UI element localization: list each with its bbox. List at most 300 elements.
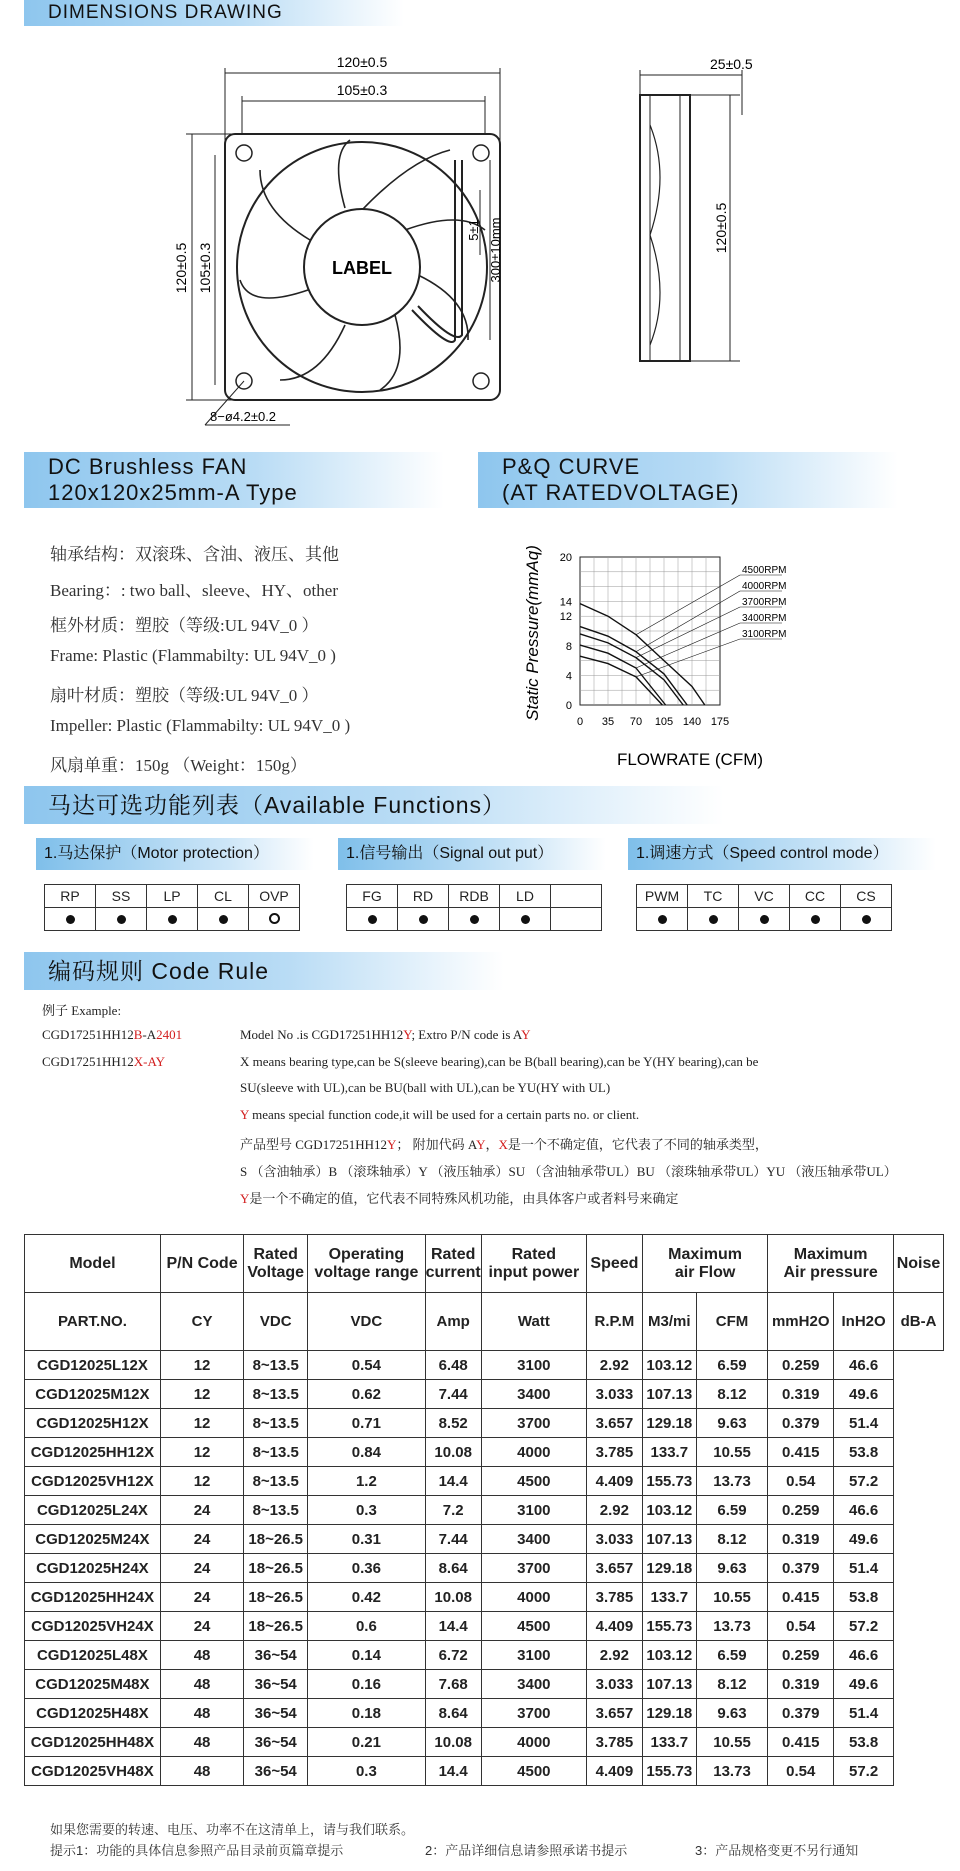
pq-legend-label: 3400RPM: [742, 613, 787, 624]
table-cell: 49.6: [834, 1670, 894, 1699]
pq-ytick-label: 4: [565, 670, 572, 683]
table-cell: 51.4: [834, 1699, 894, 1728]
pq-legend-label: 3100RPM: [742, 629, 787, 640]
table-cell: 8~13.5: [244, 1467, 308, 1496]
header-rated-current: Rated current: [425, 1235, 481, 1293]
table-cell: 0.36: [308, 1554, 425, 1583]
table-cell: 53.8: [834, 1438, 894, 1467]
y-meaning: Y means special function code,it will be used for a certain parts no. or client.: [240, 1107, 640, 1122]
function-option-mark-2-1: [688, 908, 739, 931]
table-cell: 36~54: [244, 1699, 308, 1728]
table-cell: 57.2: [834, 1757, 894, 1786]
table-cell: 18~26.5: [244, 1612, 308, 1641]
table-cell: 0.71: [308, 1409, 425, 1438]
pq-line2: (AT RATEDVOLTAGE): [502, 480, 740, 505]
part-number-cell: CGD12025HH48X: [25, 1728, 161, 1757]
header-speed: Speed: [586, 1235, 642, 1293]
unit-amp: Amp: [425, 1293, 481, 1351]
table-cell: 103.12: [642, 1496, 696, 1525]
table-cell: 48: [160, 1699, 243, 1728]
table-row: [25, 1728, 944, 1757]
spec-frame-cn: 框外材质：塑胶（等级:UL 94V_0 ）: [50, 616, 319, 635]
table-cell: 133.7: [642, 1728, 696, 1757]
table-cell: 107.13: [642, 1670, 696, 1699]
pq-xlabel: FLOWRATE (CFM): [616, 750, 764, 769]
table-cell: 8~13.5: [244, 1496, 308, 1525]
table-row: [25, 1554, 944, 1583]
unit-vdc-rated: VDC: [244, 1293, 308, 1351]
function-group-title-2: 1.调速方式（Speed control mode）: [628, 838, 936, 870]
function-option-0-4: OVP: [249, 885, 300, 908]
header-pn-code: P/N Code: [160, 1235, 243, 1293]
table-cell: 8.64: [425, 1554, 481, 1583]
pq-banner: [478, 452, 898, 508]
table-cell: 0.259: [768, 1641, 834, 1670]
function-group-table-1: [346, 884, 602, 931]
table-cell: 3.785: [586, 1438, 642, 1467]
wire-strip-label: 5±1: [466, 219, 481, 241]
part-number-cell: CGD12025HH24X: [25, 1583, 161, 1612]
table-cell: 0.415: [768, 1438, 834, 1467]
function-option-mark-0-3: [198, 908, 249, 931]
function-option-mark-1-4: [551, 908, 602, 931]
table-cell: 18~26.5: [244, 1583, 308, 1612]
dot-marker-icon: [419, 915, 428, 924]
table-cell: 0.319: [768, 1670, 834, 1699]
table-cell: 4.409: [586, 1757, 642, 1786]
table-cell: 46.6: [834, 1351, 894, 1380]
pq-xtick-label: 105: [654, 716, 674, 728]
table-cell: 48: [160, 1641, 243, 1670]
functions-banner: [24, 786, 724, 824]
x-meaning-line2: SU(sleeve with UL),can be BU(ball with UL),can be YU(HY with UL): [240, 1080, 611, 1095]
unit-rpm: R.P.M: [586, 1293, 642, 1351]
pq-xtick-label: 175: [710, 716, 730, 728]
pq-legend-label: 4000RPM: [742, 581, 787, 592]
unit-cfm: CFM: [696, 1293, 768, 1351]
function-group-title-0: 1.马达保护（Motor protection）: [36, 838, 314, 870]
part-number-cell: CGD12025M48X: [25, 1670, 161, 1699]
table-cell: 46.6: [834, 1496, 894, 1525]
table-cell: 12: [160, 1351, 243, 1380]
table-cell: 107.13: [642, 1380, 696, 1409]
spec-bearing-en: Bearing：: two ball、sleeve、HY、other: [50, 581, 338, 600]
example-1-code: CGD17251HH12B-A2401: [42, 1027, 183, 1042]
fan-type-line2: 120x120x25mm-A Type: [48, 480, 298, 505]
table-cell: 12: [160, 1438, 243, 1467]
table-cell: 3700: [481, 1409, 586, 1438]
height-inner-label: 105±0.3: [197, 242, 213, 294]
part-number-cell: CGD12025HH12X: [25, 1438, 161, 1467]
table-cell: 0.3: [308, 1757, 425, 1786]
table-cell: 0.54: [768, 1612, 834, 1641]
header-air-pressure: Maximum Air pressure: [768, 1235, 894, 1293]
footer-note-1: 提示1：功能的具体信息参照产品目录前页篇章提示: [50, 1843, 344, 1858]
table-cell: 8.64: [425, 1699, 481, 1728]
table-header-row-2: [25, 1293, 944, 1351]
table-cell: 24: [160, 1525, 243, 1554]
dot-marker-icon: [760, 915, 769, 924]
table-cell: 53.8: [834, 1728, 894, 1757]
table-row: [25, 1699, 944, 1728]
table-cell: 129.18: [642, 1554, 696, 1583]
table-cell: 48: [160, 1757, 243, 1786]
table-cell: 7.44: [425, 1380, 481, 1409]
unit-inh2o: InH2O: [834, 1293, 894, 1351]
functions-title: 马达可选功能列表（Available Functions）: [48, 792, 507, 818]
pq-ytick-label: 12: [559, 611, 572, 624]
dot-marker-icon: [368, 915, 377, 924]
table-cell: 4500: [481, 1612, 586, 1641]
part-number-cell: CGD12025H12X: [25, 1409, 161, 1438]
table-cell: 3.657: [586, 1554, 642, 1583]
table-cell: 3700: [481, 1554, 586, 1583]
function-option-0-0: RP: [45, 885, 96, 908]
dimensions-banner: [24, 0, 404, 26]
function-group-table-0: [44, 884, 300, 931]
table-cell: 2.92: [586, 1641, 642, 1670]
table-row: [25, 1496, 944, 1525]
table-cell: 36~54: [244, 1670, 308, 1699]
table-cell: 14.4: [425, 1612, 481, 1641]
table-cell: 51.4: [834, 1409, 894, 1438]
table-cell: 6.72: [425, 1641, 481, 1670]
table-cell: 24: [160, 1496, 243, 1525]
table-cell: 18~26.5: [244, 1554, 308, 1583]
table-cell: 4500: [481, 1757, 586, 1786]
table-cell: 0.54: [308, 1351, 425, 1380]
table-cell: 7.68: [425, 1670, 481, 1699]
part-number-cell: CGD12025H24X: [25, 1554, 161, 1583]
table-cell: 0.18: [308, 1699, 425, 1728]
table-cell: 3.033: [586, 1525, 642, 1554]
function-option-1-1: RD: [398, 885, 449, 908]
table-cell: 57.2: [834, 1467, 894, 1496]
table-cell: 49.6: [834, 1380, 894, 1409]
dot-marker-icon: [521, 915, 530, 924]
table-cell: 48: [160, 1728, 243, 1757]
wire-length-label: 300±10mm: [488, 217, 503, 283]
spec-impeller-en: Impeller: Plastic (Flammabilty: UL 94V_0 ): [50, 716, 351, 735]
function-option-mark-2-4: [841, 908, 892, 931]
table-cell: 0.259: [768, 1496, 834, 1525]
table-cell: 0.21: [308, 1728, 425, 1757]
part-number-cell: CGD12025L12X: [25, 1351, 161, 1380]
table-cell: 0.415: [768, 1583, 834, 1612]
function-group-title-1: 1.信号输出（Signal out put）: [338, 838, 606, 870]
table-cell: 24: [160, 1554, 243, 1583]
dimensions-title: DIMENSIONS DRAWING: [48, 2, 283, 23]
function-option-0-1: SS: [96, 885, 147, 908]
pq-curve-chart: [520, 535, 830, 775]
table-cell: 3.657: [586, 1699, 642, 1728]
function-option-mark-2-0: [637, 908, 688, 931]
table-cell: 13.73: [696, 1757, 768, 1786]
cn-bearing-line: S （含油轴承）B （滚珠轴承）Y （液压轴承）SU （含油轴承带UL）BU （滚珠轴承带UL）YU （液压轴承带UL）: [240, 1164, 897, 1179]
spec-bearing-cn: 轴承结构：双滚珠、含油、液压、其他: [50, 545, 339, 564]
spec-weight: 风扇单重：150g （Weight：150g）: [50, 756, 307, 775]
table-row: [25, 1467, 944, 1496]
footer-note-3: 3：产品规格变更不另行通知: [695, 1843, 859, 1858]
table-cell: 36~54: [244, 1641, 308, 1670]
table-cell: 48: [160, 1670, 243, 1699]
function-option-2-1: TC: [688, 885, 739, 908]
function-option-2-2: VC: [739, 885, 790, 908]
dot-marker-icon: [811, 915, 820, 924]
table-row: [25, 1757, 944, 1786]
table-row: [25, 1438, 944, 1467]
dot-marker-icon: [658, 915, 667, 924]
table-cell: 0.54: [768, 1757, 834, 1786]
table-header-row-1: [25, 1235, 944, 1293]
function-option-1-0: FG: [347, 885, 398, 908]
table-cell: 14.4: [425, 1467, 481, 1496]
table-cell: 2.92: [586, 1351, 642, 1380]
function-option-1-3: LD: [500, 885, 551, 908]
table-row: [25, 1583, 944, 1612]
table-cell: 103.12: [642, 1641, 696, 1670]
pn-code-cell: CY: [160, 1293, 243, 1351]
table-cell: 6.59: [696, 1351, 768, 1380]
part-number-cell: CGD12025H48X: [25, 1699, 161, 1728]
table-cell: 3400: [481, 1670, 586, 1699]
table-cell: 10.55: [696, 1583, 768, 1612]
pq-ytick-label: 14: [559, 596, 572, 609]
pq-xtick-label: 70: [629, 716, 643, 728]
table-cell: 51.4: [834, 1554, 894, 1583]
fan-front-drawing: [150, 40, 630, 450]
table-cell: 13.73: [696, 1612, 768, 1641]
table-cell: 9.63: [696, 1554, 768, 1583]
part-number-cell: CGD12025M24X: [25, 1525, 161, 1554]
table-cell: 8.52: [425, 1409, 481, 1438]
table-cell: 0.319: [768, 1525, 834, 1554]
table-row: [25, 1409, 944, 1438]
table-cell: 24: [160, 1612, 243, 1641]
table-cell: 8.12: [696, 1670, 768, 1699]
table-cell: 0.379: [768, 1554, 834, 1583]
table-row: [25, 1670, 944, 1699]
table-row: [25, 1612, 944, 1641]
table-cell: 10.08: [425, 1438, 481, 1467]
function-option-mark-0-4: [249, 908, 300, 931]
table-cell: 10.55: [696, 1438, 768, 1467]
footer-note-2: 2：产品详细信息请参照承诺书提示: [425, 1843, 628, 1858]
table-cell: 3100: [481, 1351, 586, 1380]
pq-ytick-label: 20: [559, 552, 572, 564]
header-rated-voltage: Rated Voltage: [244, 1235, 308, 1293]
header-part-no: PART.NO.: [25, 1293, 161, 1351]
example-1-desc: Model No .is CGD17251HH12Y; Extro P/N code is AY: [240, 1027, 531, 1042]
table-cell: 7.2: [425, 1496, 481, 1525]
unit-m3mi: M3/mi: [642, 1293, 696, 1351]
table-cell: 36~54: [244, 1757, 308, 1786]
table-row: [25, 1351, 944, 1380]
function-option-mark-0-2: [147, 908, 198, 931]
function-option-2-3: CC: [790, 885, 841, 908]
table-cell: 3.785: [586, 1728, 642, 1757]
table-cell: 12: [160, 1380, 243, 1409]
part-number-cell: CGD12025VH48X: [25, 1757, 161, 1786]
table-cell: 133.7: [642, 1438, 696, 1467]
table-cell: 14.4: [425, 1757, 481, 1786]
table-cell: 4.409: [586, 1467, 642, 1496]
code-rule-title: 编码规则 Code Rule: [48, 958, 270, 984]
table-cell: 2.92: [586, 1496, 642, 1525]
part-number-cell: CGD12025L48X: [25, 1641, 161, 1670]
pq-line1: P&Q CURVE: [502, 454, 641, 479]
table-cell: 0.62: [308, 1380, 425, 1409]
table-cell: 3.033: [586, 1670, 642, 1699]
table-cell: 8~13.5: [244, 1351, 308, 1380]
table-row: [25, 1641, 944, 1670]
part-number-cell: CGD12025VH12X: [25, 1467, 161, 1496]
function-option-mark-1-3: [500, 908, 551, 931]
function-option-0-3: CL: [198, 885, 249, 908]
table-cell: 103.12: [642, 1351, 696, 1380]
table-row: [25, 1380, 944, 1409]
table-cell: 9.63: [696, 1409, 768, 1438]
footer-contact: 如果您需要的转速、电压、功率不在这清单上，请与我们联系。: [50, 1822, 415, 1837]
table-cell: 0.42: [308, 1583, 425, 1612]
header-air-flow: Maximum air Flow: [642, 1235, 767, 1293]
ring-marker-icon: [269, 913, 280, 924]
width-inner-label: 105±0.3: [336, 82, 388, 98]
table-cell: 18~26.5: [244, 1525, 308, 1554]
table-cell: 8.12: [696, 1525, 768, 1554]
function-option-1-2: RDB: [449, 885, 500, 908]
dot-marker-icon: [219, 915, 228, 924]
table-cell: 155.73: [642, 1612, 696, 1641]
table-cell: 0.379: [768, 1699, 834, 1728]
pq-legend-label: 3700RPM: [742, 597, 787, 608]
table-cell: 0.259: [768, 1351, 834, 1380]
table-cell: 4500: [481, 1467, 586, 1496]
table-cell: 6.59: [696, 1496, 768, 1525]
side-height-label: 120±0.5: [713, 202, 729, 254]
table-cell: 6.48: [425, 1351, 481, 1380]
x-meaning-line1: X means bearing type,can be S(sleeve bearing),can be B(ball bearing),can be Y(HY bearing),can be: [240, 1054, 759, 1069]
cn-model-line: 产品型号 CGD17251HH12Y； 附加代码 AY，X是一个不确定值，它代表了不同的轴承类型，: [240, 1137, 768, 1152]
dot-marker-icon: [862, 915, 871, 924]
table-cell: 53.8: [834, 1583, 894, 1612]
dot-marker-icon: [66, 915, 75, 924]
part-number-cell: CGD12025VH24X: [25, 1612, 161, 1641]
table-cell: 0.54: [768, 1467, 834, 1496]
table-cell: 8~13.5: [244, 1380, 308, 1409]
pq-xtick-label: 35: [601, 716, 615, 728]
hub-label: LABEL: [332, 258, 392, 278]
table-cell: 0.3: [308, 1496, 425, 1525]
table-cell: 4000: [481, 1583, 586, 1612]
header-operating-range: Operating voltage range: [308, 1235, 425, 1293]
table-cell: 107.13: [642, 1525, 696, 1554]
spec-impeller-cn: 扇叶材质：塑胶（等级:UL 94V_0 ）: [50, 686, 319, 705]
dot-marker-icon: [168, 915, 177, 924]
table-cell: 57.2: [834, 1612, 894, 1641]
pq-xtick-label: 140: [682, 716, 702, 728]
table-cell: 133.7: [642, 1583, 696, 1612]
table-cell: 3.785: [586, 1583, 642, 1612]
table-cell: 36~54: [244, 1728, 308, 1757]
table-cell: 0.415: [768, 1728, 834, 1757]
spec-table: [24, 1234, 944, 1786]
unit-vdc-range: VDC: [308, 1293, 425, 1351]
fan-type-line1: DC Brushless FAN: [48, 454, 248, 479]
table-cell: 10.08: [425, 1583, 481, 1612]
cn-y-line: Y是一个不确定的值，它代表不同特殊风机功能，由具体客户或者料号来确定: [240, 1191, 679, 1206]
table-cell: 8~13.5: [244, 1438, 308, 1467]
table-cell: 10.55: [696, 1728, 768, 1757]
table-cell: 155.73: [642, 1467, 696, 1496]
table-cell: 12: [160, 1467, 243, 1496]
dot-marker-icon: [709, 915, 718, 924]
table-cell: 10.08: [425, 1728, 481, 1757]
pq-legend-label: 4500RPM: [742, 565, 787, 576]
width-outer-label: 120±0.5: [336, 54, 388, 70]
fan-side-drawing: [630, 55, 770, 395]
unit-watt: Watt: [481, 1293, 586, 1351]
table-cell: 3400: [481, 1525, 586, 1554]
part-number-cell: CGD12025M12X: [25, 1380, 161, 1409]
table-cell: 49.6: [834, 1525, 894, 1554]
table-cell: 4.409: [586, 1612, 642, 1641]
function-option-mark-2-2: [739, 908, 790, 931]
table-cell: 0.16: [308, 1670, 425, 1699]
table-cell: 8~13.5: [244, 1409, 308, 1438]
table-cell: 3100: [481, 1496, 586, 1525]
table-cell: 3700: [481, 1699, 586, 1728]
part-number-cell: CGD12025L24X: [25, 1496, 161, 1525]
unit-dba: dB-A: [893, 1293, 943, 1351]
unit-mmh2o: mmH2O: [768, 1293, 834, 1351]
function-option-mark-0-1: [96, 908, 147, 931]
table-cell: 8.12: [696, 1380, 768, 1409]
table-cell: 9.63: [696, 1699, 768, 1728]
table-cell: 12: [160, 1409, 243, 1438]
table-cell: 4000: [481, 1438, 586, 1467]
function-option-2-4: CS: [841, 885, 892, 908]
table-cell: 24: [160, 1583, 243, 1612]
function-group-table-2: [636, 884, 892, 931]
table-cell: 3400: [481, 1380, 586, 1409]
table-cell: 0.379: [768, 1409, 834, 1438]
header-model: Model: [25, 1235, 161, 1293]
function-option-mark-1-0: [347, 908, 398, 931]
table-cell: 3.657: [586, 1409, 642, 1438]
example-label: 例子 Example:: [42, 1003, 122, 1018]
table-cell: 0.14: [308, 1641, 425, 1670]
fan-type-banner: [24, 452, 444, 508]
table-cell: 1.2: [308, 1467, 425, 1496]
function-option-mark-1-1: [398, 908, 449, 931]
dot-marker-icon: [117, 915, 126, 924]
pq-ytick-label: 8: [565, 640, 572, 653]
table-cell: 13.73: [696, 1467, 768, 1496]
table-cell: 129.18: [642, 1699, 696, 1728]
pq-ytick-label: 0: [565, 700, 572, 712]
pq-ylabel: Static Pressure(mmAq): [523, 545, 542, 721]
function-option-2-0: PWM: [637, 885, 688, 908]
table-cell: 0.31: [308, 1525, 425, 1554]
table-cell: 4000: [481, 1728, 586, 1757]
function-option-mark-2-3: [790, 908, 841, 931]
table-cell: 0.6: [308, 1612, 425, 1641]
header-rated-power: Rated input power: [481, 1235, 586, 1293]
function-option-mark-0-0: [45, 908, 96, 931]
function-option-mark-1-2: [449, 908, 500, 931]
spec-frame-en: Frame: Plastic (Flammabilty: UL 94V_0 ): [50, 646, 336, 665]
